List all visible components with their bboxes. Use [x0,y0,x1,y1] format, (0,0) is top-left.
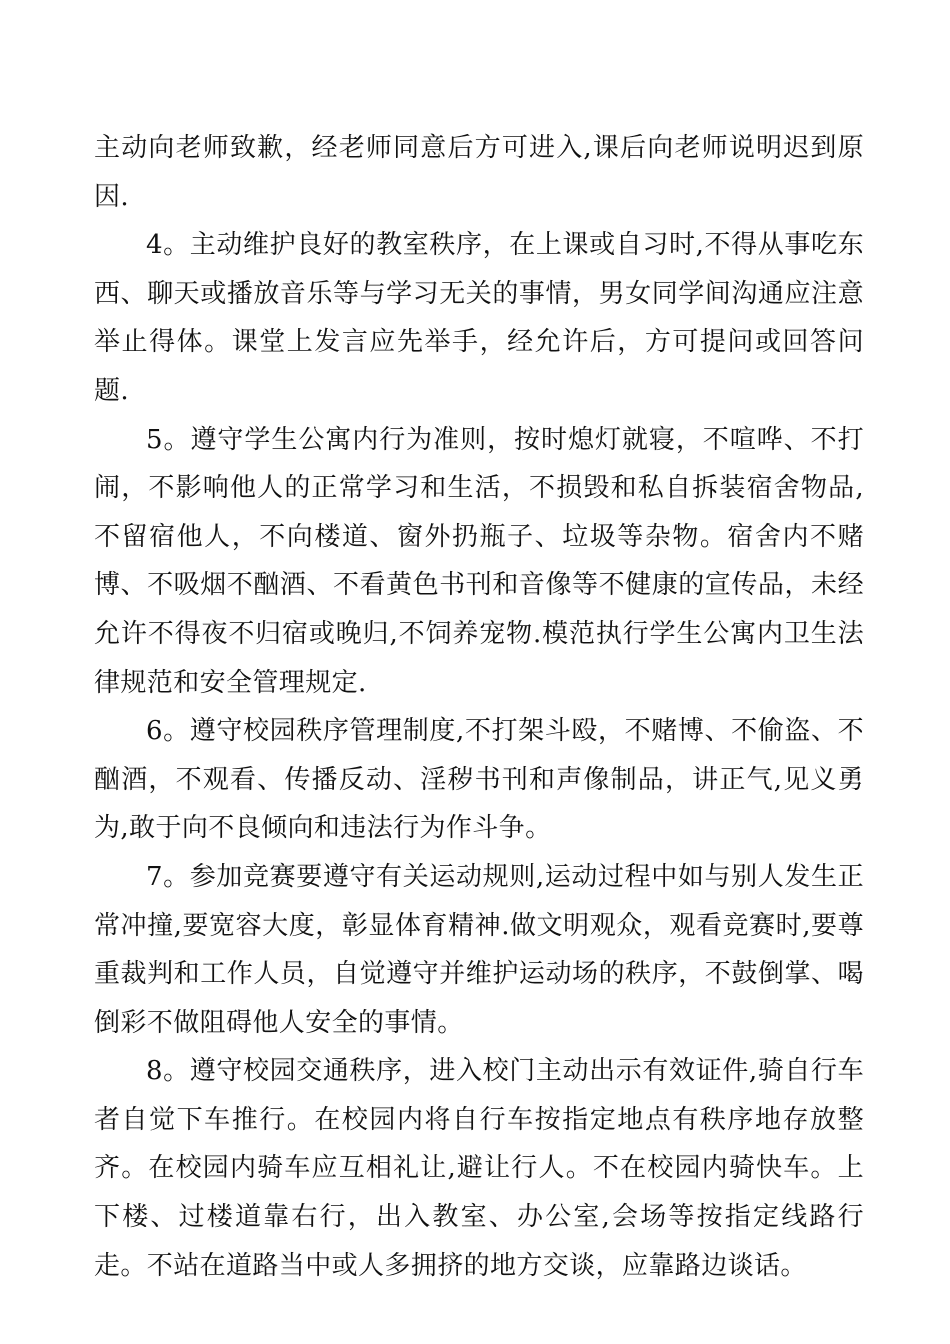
paragraph-continuation: 主动向老师致歉，经老师同意后方可进入,课后向老师说明迟到原因. [94,133,864,212]
paragraph-item-7: 7。参加竞赛要遵守有关运动规则,运动过程中如与别人发生正常冲撞,要宽容大度，彰显体育精神.做文明观众，观看竞赛时,要尊重裁判和工作人员，自觉遵守并维护运动场的秩序，不鼓倒掌、喝倒彩不做阻碍他人安全的事情。 [94,861,864,1038]
paragraph-item-5: 5。遵守学生公寓内行为准则，按时熄灯就寝，不喧哗、不打闹，不影响他人的正常学习和生活，不损毁和私自拆装宿舍物品,不留宿他人，不向楼道、窗外扔瓶子、垃圾等杂物。宿舍内不赌博、不吸烟不酗酒、不看黄色书刊和音像等不健康的宣传品，未经允许不得夜不归宿或晚归,不饲养宠物.模范执行学生公寓内卫生法律规范和安全管理规定. [94,424,864,698]
document-body [94,124,864,1290]
paragraph-item-6: 6。遵守校园秩序管理制度,不打架斗殴，不赌博、不偷盗、不酗酒，不观看、传播反动、淫秽书刊和声像制品，讲正气,见义勇为,敢于向不良倾向和违法行为作斗争。 [94,716,864,844]
paragraph-item-8: 8。遵守校园交通秩序，进入校门主动出示有效证件,骑自行车者自觉下车推行。在校园内将自行车按指定地点有秩序地存放整齐。在校园内骑车应互相礼让,避让行人。不在校园内骑快车。上下楼、过楼道靠右行，出入教室、办公室,会场等按指定线路行走。不站在道路当中或人多拥挤的地方交谈，应靠路边谈话。 [94,1056,864,1281]
paragraph-item-4: 4。主动维护良好的教室秩序，在上课或自习时,不得从事吃东西、聊天或播放音乐等与学习无关的事情，男女同学间沟通应注意举止得体。课堂上发言应先举手，经允许后，方可提问或回答问题. [94,230,864,406]
